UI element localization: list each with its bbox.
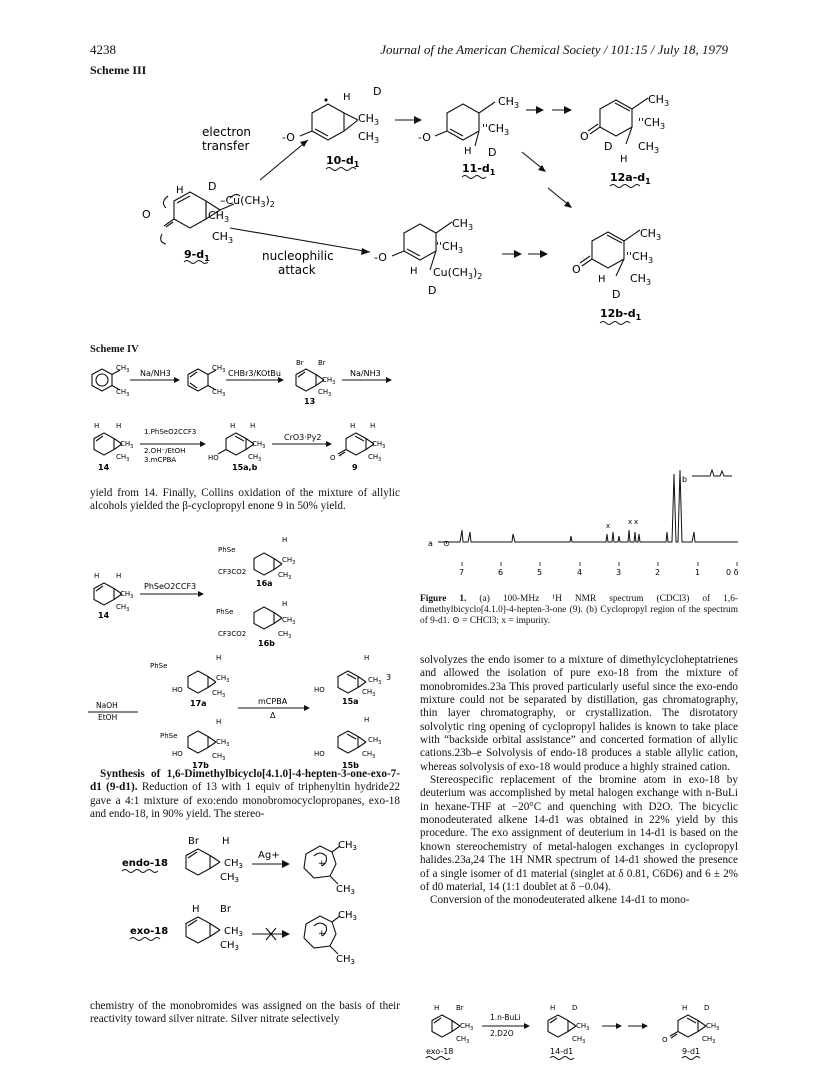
label-nucleophilic: nucleophilic [262,249,334,263]
impurity-mark: x [606,522,611,530]
reagent-mcpba: mCPBA [258,697,288,706]
atom-ch3: $CH_3$ [498,95,520,110]
svg-text:CH3: $CH_3$ [706,1022,720,1032]
svg-text:CH3: $CH_3$ [460,1022,474,1032]
label-13: 13 [304,397,316,406]
svg-text:H: H [94,572,100,580]
atom-d: D [208,180,217,193]
atom-ch3: ''$CH_3$ [638,116,666,131]
atom-d: D [612,288,621,301]
atom-ch3: $CH_3$ [452,217,474,232]
svg-text:CH3: $CH_3$ [368,453,382,463]
svg-text:CH3: $CH_3$ [576,1022,590,1032]
tick-label: 2 [655,568,661,577]
label-14: 14 [98,611,110,620]
silver-nitrate-scheme [120,830,390,970]
atom-ch3: ''$CH_3$ [626,250,654,265]
svg-text:CH3: $CH_3$ [116,388,130,398]
atom-h: H [550,1004,556,1012]
nmr-spectrum [420,462,750,582]
svg-text:CH3: $CH_3$ [220,872,239,884]
atom-ho: HO [314,686,325,694]
tick-label: 6 [498,568,504,577]
impurity-mark: x [628,518,633,526]
svg-text:H: H [94,422,100,430]
svg-text:CH3: $CH_3$ [368,676,382,686]
atom-h: H [598,274,606,285]
atom-ch3: ''$CH_3$ [436,240,464,255]
atom-ch3: $CH_3$ [640,227,662,242]
running-header: Journal of the American Chemical Society / 101:15 / July 18, 1979 [380,42,728,57]
atom-ch3: $CH_3$ [358,130,380,145]
figure-caption-text: (a) 100-MHz ¹H NMR spectrum (CDCl3) of 1,6-dimethylbicyclo[4.1.0]-4-hepten-3-one (9). (b) Cyclopropyl region of the spectrum of 9-d1. ⊙ = CHCl3; x = impurity. [420,594,739,627]
svg-text:H: H [364,654,370,662]
svg-text:CH3: $CH_3$ [362,688,376,698]
atom-o: O [142,208,151,221]
right-paragraph-1: solvolyzes the endo isomer to a mixture of dimethylcycloheptatrienes and allowed the isolation of pure exo-18 from the mixture of monobromides.23a This proved particularly useful since the exo-endo mixture could not be separated by distillation, gas chromatography, thin layer chromatography, or crystallization. The disrotatory solvolytic ring opening of cyclopropyl halides is known to take place with “backside orbital assistance” and concerted formation of allylic cations.23b–e Solvolysis of endo-18 produces a stable allylic cation, whereas solvolysis of exo-18 would produce a highly strained cation. [420,654,738,773]
svg-text:CH3: $CH_3$ [282,616,296,626]
atom-ho: HO [314,750,325,758]
atom-ch3: $CH_3$ [630,272,652,287]
label-15a: 15a [342,697,359,706]
atom-cu: $-Cu(CH_3)_2$ [220,194,275,209]
svg-text:CH3: $CH_3$ [278,571,292,581]
label-attack: attack [278,263,316,277]
svg-text:CH3: $CH_3$ [282,556,296,566]
label-transfer: transfer [202,139,250,153]
atom-h: H [682,1004,688,1012]
svg-text:CH3: $CH_3$ [212,689,226,699]
svg-text:CH3: $CH_3$ [338,840,357,852]
svg-text:CH3: $CH_3$ [248,453,262,463]
atom-br: Br [296,359,304,367]
figure-label: Figure 1. [420,594,467,604]
svg-text:CH3: $CH_3$ [224,858,243,870]
tick-label: 5 [537,568,543,577]
label-15b: 15b [342,761,359,770]
tick-label: 7 [459,568,465,577]
label-15ab: 15a,b [232,463,258,472]
svg-text:CH3: $CH_3$ [368,736,382,746]
scheme-3-title: Scheme III [90,63,147,77]
impurity-mark: x [634,518,639,526]
label-17b: 17b [192,761,209,770]
svg-text:CH3: $CH_3$ [372,440,386,450]
atom-h: H [343,92,351,103]
reagent-cro3: CrO3·Py2 [284,433,322,442]
label-b: b [682,475,688,484]
right-paragraph-3: Conversion of the monodeuterated alkene 14-d1 to mono- [430,894,690,907]
svg-text:CH3: $CH_3$ [120,440,134,450]
atom-h: H [620,154,628,165]
left-paragraph-2-body: Reduction of 13 with 1 equiv of triphenyltin hydride22 gave a 4:1 mixture of exo:endo monobromocyclopropanes, exo-18 and endo-18, in 90% yield. The stereo- [90,781,401,821]
label-exo-18: exo-18 [426,1047,454,1056]
label-3: 3 [386,673,392,682]
atom-ch3: ''$CH_3$ [482,122,510,137]
label-electron: electron [202,125,252,139]
reagent-step1: 1.n-BuLi [490,1013,521,1022]
svg-text:CH3: $CH_3$ [318,388,332,398]
svg-text:CH3: $CH_3$ [220,940,239,952]
label-16b: 16b [258,639,275,648]
atom-cu: $Cu(CH_3)_2$ [433,266,483,281]
label-12b-d1: $12b-d_1$ [600,307,642,322]
svg-text:H: H [370,422,376,430]
atom-cf3co2: CF3CO2 [218,630,247,638]
svg-text:H: H [116,572,122,580]
reagent-phseo2ccf3: PhSeO2CCF3 [144,582,197,591]
right-column [420,654,738,908]
atom-ho: HO [172,750,183,758]
reagent-na-nh3-2: Na/NH3 [350,369,381,378]
atom-d: D [572,1004,578,1012]
scheme-4-diagram [86,356,400,486]
atom-ho: HO [208,454,219,462]
svg-text:CH3: $CH_3$ [212,388,226,398]
svg-text:H: H [230,422,236,430]
atom-o: O [662,1036,668,1044]
reagent-chbr3: CHBr3/KOtBu [228,369,281,378]
atom-br: Br [188,836,199,847]
bottom-scheme [420,1000,740,1064]
reagent-step2: 2.D2O [490,1029,514,1038]
reagent-ag: Ag+ [258,850,280,861]
svg-text:CH3: $CH_3$ [216,674,230,684]
atom-ch3: $CH_3$ [212,230,234,245]
svg-text:H: H [116,422,122,430]
spectrum-trace-a [438,470,738,542]
atom-h: H [176,185,184,196]
label-16a: 16a [256,579,273,588]
svg-text:CH3: $CH_3$ [120,590,134,600]
atom-d: D [488,146,497,159]
tick-label: 1 [695,568,701,577]
atom-d: D [604,140,613,153]
figure-caption [420,594,738,628]
atom-br: Br [318,359,326,367]
svg-text:CH3: $CH_3$ [702,1035,716,1045]
atom-br: Br [456,1004,464,1012]
atom-phse: PhSe [216,608,234,616]
atom-ch3: $CH_3$ [638,140,660,155]
compound-10-d1 [300,98,358,140]
scheme-4-title: Scheme IV [90,344,139,355]
reagent-etoh: EtOH [98,713,118,722]
svg-text:H: H [216,654,222,662]
solvent-mark: ⊙ [443,539,450,548]
svg-text:CH3: $CH_3$ [362,750,376,760]
svg-text:H: H [250,422,256,430]
label-14-d1: 14-d1 [550,1047,574,1056]
svg-text:H: H [364,716,370,724]
left-paragraph-2 [90,768,400,821]
atom-ch3: $CH_3$ [358,112,380,127]
label-12a-d1: $12a-d_1$ [610,171,651,186]
svg-text:+: + [318,859,326,869]
atom-phse: PhSe [160,732,178,740]
svg-text:CH3: $CH_3$ [216,738,230,748]
svg-text:CH3: $CH_3$ [322,376,336,386]
svg-text:CH3: $CH_3$ [212,364,226,374]
atom-phse: PhSe [218,546,236,554]
svg-text:CH3: $CH_3$ [336,954,355,966]
atom-h: H [192,904,200,915]
svg-text:CH3: $CH_3$ [116,453,130,463]
atom-phse: PhSe [150,662,168,670]
spectrum-trace-b [692,470,732,476]
label-17a: 17a [190,699,207,708]
svg-text:CH3: $CH_3$ [224,926,243,938]
label-a: a [428,539,433,548]
atom-h: H [410,266,418,277]
svg-text:CH3: $CH_3$ [278,630,292,640]
tick-label: 4 [577,568,583,577]
reagent-step1: 1.PhSeO2CCF3 [144,428,197,436]
atom-h: H [464,146,472,157]
reagent-na-nh3: Na/NH3 [140,369,171,378]
tick-label: 0 δ [726,568,739,577]
atom-h: H [222,836,230,847]
scheme-3-diagram [130,80,690,330]
atom-ch3: $CH_3$ [208,209,230,224]
atom-d: D [704,1004,710,1012]
section-heading: Synthesis of 1,6-Dimethylbicyclo[4.1.0]-4-hepten-3-one-exo-7-d1 (9-d1). [90,768,400,794]
svg-text:H: H [282,536,288,544]
reagent-step3: 3.mCPBA [144,456,177,464]
svg-text:CH3: $CH_3$ [116,603,130,613]
label-9-d1: $9-d_1$ [184,248,210,263]
label-exo-18: exo-18 [130,926,169,937]
atom-o: O [330,454,336,462]
label-9: 9 [352,463,358,472]
tick-label: 3 [616,568,622,577]
atom-br: Br [220,904,231,915]
atom-ch3: $CH_3$ [648,93,670,108]
atom-o-minus: -O [282,131,295,144]
svg-text:H: H [282,600,288,608]
svg-text:CH3: $CH_3$ [456,1035,470,1045]
left-paragraph-3: chemistry of the monobromides was assigned on the basis of their reactivity toward silver nitrate. Silver nitrate selectively [90,1000,400,1026]
label-11-d1: $11-d_1$ [462,162,496,177]
svg-text:+: + [318,929,326,939]
axis-ticks [459,562,739,577]
atom-o: O [580,130,589,143]
right-paragraph-2: Stereospecific replacement of the bromine atom in exo-18 by deuterium was accomplished by metal halogen exchange with n-BuLi in hexane-THF at −20°C and quenching with D2O. The bicyclic monodeuterated alkene 14-d1 was obtained in 22% yield by this procedure. The exo assignment of deuterium in 14-d1 is based on the known stereochemistry of metal-halogen exchanges in cyclopropyl halides.23a,24 The 1H NMR spectrum of 14-d1 showed the presence of a single isomer of d1 material (singlet at δ 0.81, C6D6) and 6 ± 2% of d0 material, 14 (1:1 doublet at δ −0.04). [420,774,738,893]
label-10-d1: $10-d_1$ [326,154,360,169]
scheme-4-continued [86,532,400,772]
atom-d: D [428,284,437,297]
reagent-naoh: NaOH [96,701,118,710]
label-endo-18: endo-18 [122,858,168,869]
atom-o: O [572,263,581,276]
svg-text:CH3: $CH_3$ [338,910,357,922]
page-number: 4238 [90,42,116,57]
svg-text:CH3: $CH_3$ [572,1035,586,1045]
label-14: 14 [98,463,110,472]
svg-text:CH3: $CH_3$ [116,364,130,374]
atom-d: D [373,85,382,98]
atom-cf3co2: CF3CO2 [218,568,247,576]
atom-o-minus: -O [374,251,387,264]
svg-text:H: H [216,718,222,726]
compound-14 [94,433,122,455]
atom-o-minus: -O [418,131,431,144]
reagent-delta: Δ [270,711,276,720]
svg-text:H: H [350,422,356,430]
left-paragraph-1: yield from 14. Finally, Collins oxidation of the mixture of allylic alcohols yielded the β-cyclopropyl enone 9 in 50% yield. [90,487,400,513]
svg-text:CH3: $CH_3$ [252,440,266,450]
label-9-d1: 9-d1 [682,1047,701,1056]
svg-text:CH3: $CH_3$ [212,752,226,762]
reagent-step2: 2.OH⁻/EtOH [144,447,186,455]
atom-h: H [434,1004,440,1012]
atom-ho: HO [172,686,183,694]
svg-text:CH3: $CH_3$ [336,884,355,896]
compound-15ab [218,433,254,455]
